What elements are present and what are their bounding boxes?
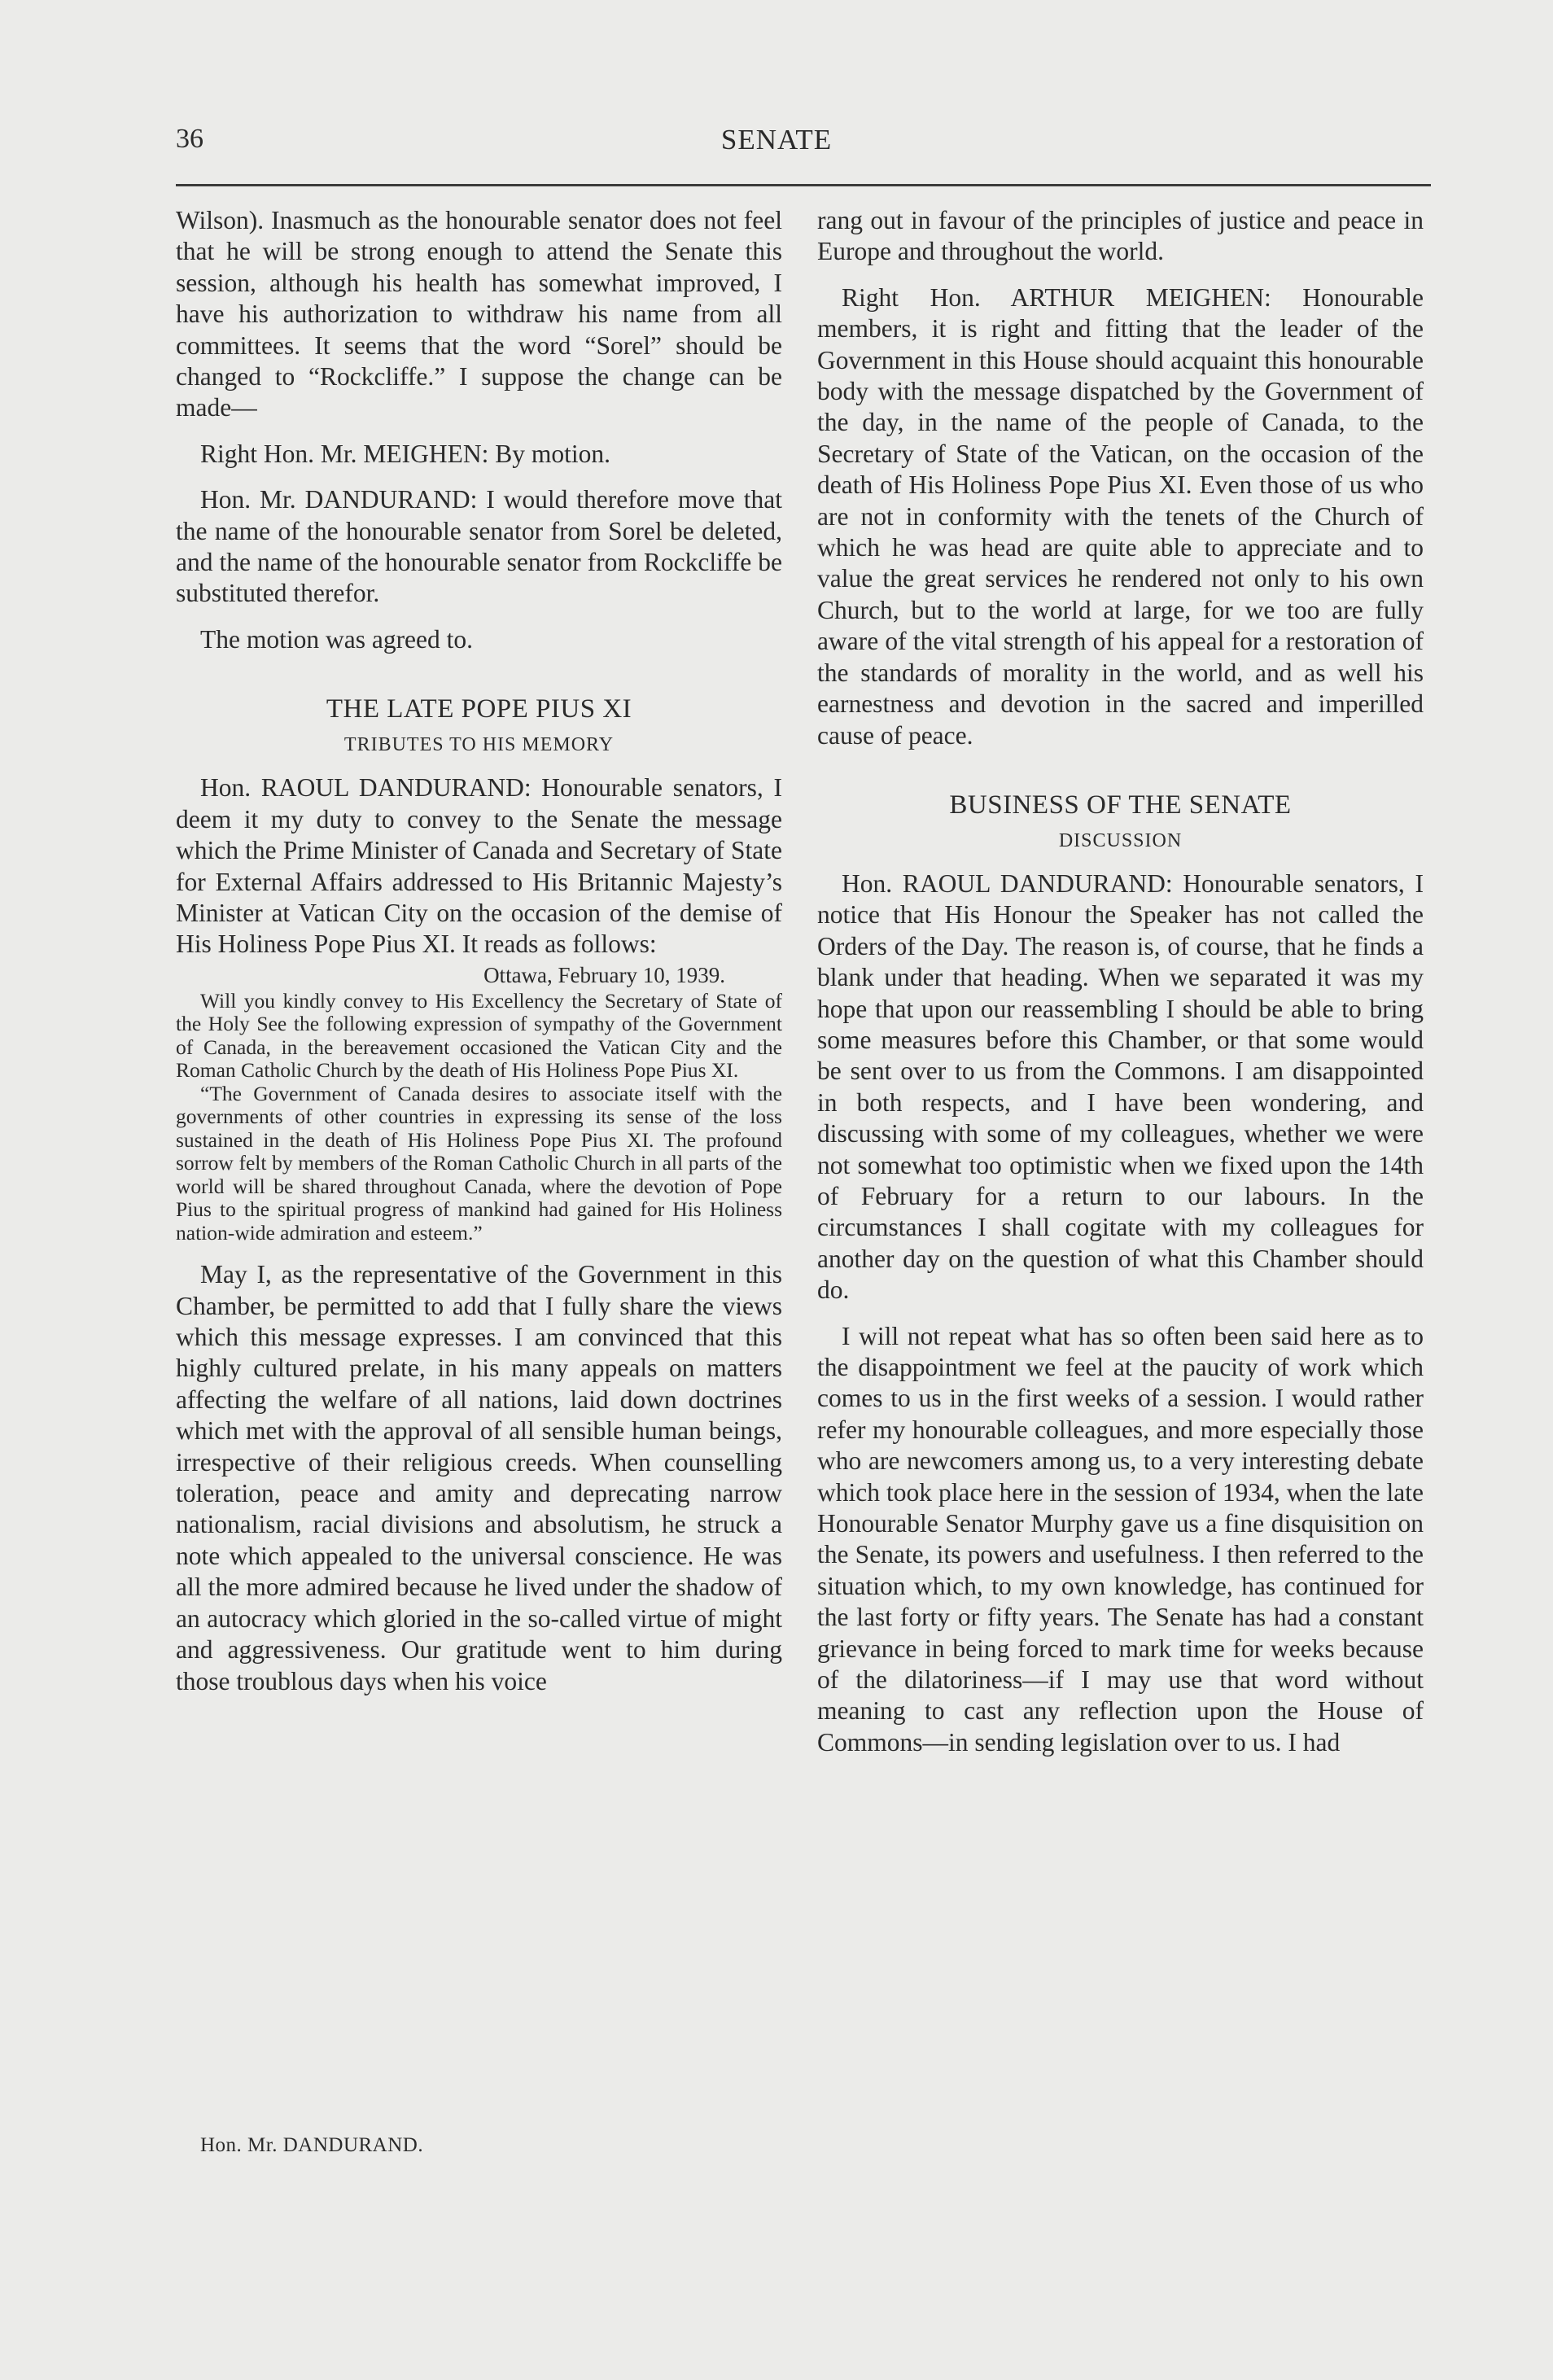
paragraph: May I, as the representative of the Government in this Chamber, be permitted to add that I fully share the views which this message expresses. I am convinced that this highly cultured prelate, in his many appeals on matters affecting the welfare of all nations, laid down doctrines which met with the approval of all sensible human beings, irrespective of their religious creeds. When counselling toleration, peace and amity and deprecating narrow nationalism, racial divisions and absolutism, he struck a note which appealed to the universal conscience. He was all the more admired because he lived under the shadow of an autocracy which gloried in the so-called virtue of might and aggressiveness. Our gratitude went to him during those troublous days when his voice xyxy=(176,1260,782,1695)
paragraph: Wilson). Inasmuch as the honourable senator does not feel that he will be strong enough to attend the Senate this session, although his health has somewhat improved, I have his authorization to withdraw his name from all committees. It seems that the word “Sorel” should be changed to “Rockcliffe.” I suppose the change can be made— xyxy=(176,206,782,422)
paragraph: rang out in favour of the principles of justice and peace in Europe and throughout the world. xyxy=(817,206,1424,266)
quoted-message xyxy=(176,990,782,1245)
paragraph: I will not repeat what has so often been said here as to the disappointment we feel at the paucity of work which comes to us in the first weeks of a session. I would rather refer my honourable colleagues, and more especially those who are newcomers among us, to a very interesting debate which took place here in the session of 1934, when the late Honourable Senator Murphy gave us a fine disquisition on the Senate, its powers and usefulness. I then referred to the situation which, to my own knowledge, has continued for the last forty or fifty years. The Senate has had a constant grievance in being forced to mark time for weeks because of the dilatoriness—if I may use that word without meaning to cast any reflection upon the House of Commons—in sending legislation over to us. I had xyxy=(817,1321,1424,1757)
quote-paragraph: Will you kindly convey to His Excellency the Secretary of State of the Holy See the following expression of sympathy of the Government of Canada, in the bereavement occasioned the Vatican City and the Roman Catholic Church by the death of His Holiness Pope Pius XI. xyxy=(176,988,782,1083)
paragraph: Right Hon. ARTHUR MEIGHEN: Honourable members, it is right and fitting that the leader of the Government in this House should acquaint this honourable body with the message dispatched by the Government of the day, in the name of the people of Canada, to the Secretary of State of the Vatican, on the occasion of the death of His Holiness Pope Pius XI. Even those of us who are not in conformity with the tenets of the Church of which he was head are quite able to appreciate and to value the great services he rendered not only to his own Church, but to the world at large, for we too are fully aware of the vital strength of his appeal for a restoration of the standards of morality in the world, and as well his earnestness and devotion in the sacred and imperilled cause of peace. xyxy=(817,282,1424,750)
left-column xyxy=(176,205,782,1697)
right-column xyxy=(817,205,1424,1758)
running-head-title: SENATE xyxy=(720,124,833,155)
dateline: Ottawa, February 10, 1939. xyxy=(483,962,725,987)
paragraph: Hon. RAOUL DANDURAND: Honourable senators, I deem it my duty to convey to the Senate the message which the Prime Minister of Canada and Secretary of State for External Affairs addressed to His Britannic Majesty’s Minister at Vatican City on the occasion of the demise of His Holiness Pope Pius XI. It reads as follows: xyxy=(176,773,782,959)
section-subheading: DISCUSSION xyxy=(1058,829,1183,851)
header-rule xyxy=(176,184,1431,186)
footer-speaker-name: Hon. Mr. DANDURAND. xyxy=(200,2134,424,2156)
paragraph: Hon. Mr. DANDURAND: I would therefore move that the name of the honourable senator from Sorel be deleted, and the name of the honourable senator from Rockcliffe be substituted therefor. xyxy=(176,485,782,608)
quote-paragraph: “The Government of Canada desires to associate itself with the governments of other countries in expressing its sense of the loss sustained in the death of His Holiness Pope Pius XI. The profound sorrow felt by members of the Roman Catholic Church in all parts of the world will be shared throughout Canada, where the devotion of Pope Pius to the spiritual progress of mankind had gained for His Holiness nation-wide admiration and esteem.” xyxy=(176,1081,782,1245)
paragraph: Hon. RAOUL DANDURAND: Honourable senators, I notice that His Honour the Speaker has not called the Orders of the Day. The reason is, of course, that he finds a blank under that heading. When we separated it was my hope that upon our reassembling I should be able to bring some measures before this Chamber, or that some would be sent over to us from the Commons. I am disappointed in both respects, and I have been wondering, and discussing with some of my colleagues, whether we were not somewhat too optimistic when we fixed upon the 14th of February for a return to our labours. In the circumstances I shall cogitate with my colleagues for another day on the question of what this Chamber should do. xyxy=(817,868,1424,1305)
section-subheading: TRIBUTES TO HIS MEMORY xyxy=(343,734,615,756)
section-heading: BUSINESS OF THE SENATE xyxy=(949,790,1292,820)
paragraph: The motion was agreed to. xyxy=(200,624,474,654)
paragraph: Right Hon. Mr. MEIGHEN: By motion. xyxy=(200,439,611,468)
section-heading: THE LATE POPE PIUS XI xyxy=(326,694,632,724)
page-number: 36 xyxy=(176,124,203,154)
